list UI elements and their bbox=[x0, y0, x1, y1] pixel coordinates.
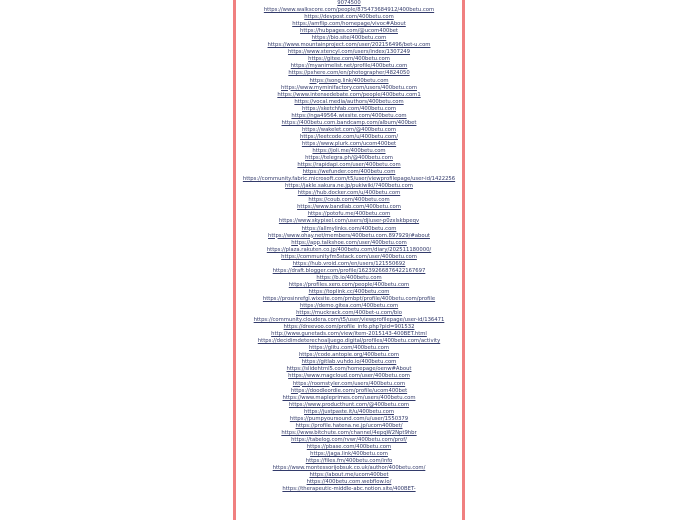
backlink-url[interactable]: https://tabelog.com/rvwr/400betu.com/prof/ bbox=[291, 436, 407, 443]
backlink-url[interactable]: https://glitu.com/400betu.com bbox=[308, 345, 390, 352]
backlink-url[interactable]: https://files.fm/400betu.com/info bbox=[305, 458, 393, 465]
backlink-url[interactable]: https://www.plurk.com/ucom400bet bbox=[301, 140, 397, 147]
backlink-url[interactable]: https://doodleordie.com/profile/ucom400bet bbox=[290, 387, 408, 394]
backlink-url[interactable]: https://www.mountainproject.com/user/202156496/bet-u.com bbox=[267, 42, 431, 49]
backlink-url[interactable]: https://pxhere.com/en/photographer/4824050 bbox=[288, 70, 410, 77]
backlink-url[interactable]: https://justpaste.it/u/400betu.com bbox=[304, 408, 394, 415]
backlink-url[interactable]: https://potofu.me/400betu.com bbox=[307, 211, 391, 218]
backlink-url[interactable]: https://slidehtml5.com/homepage/oenw#About bbox=[286, 366, 412, 373]
backlink-url[interactable]: https://www.ohay.net/members/400betu.com.897929/#about bbox=[268, 232, 430, 239]
link-list bbox=[236, 0, 462, 493]
backlink-url[interactable]: https://communityfm5stack.com/user/400betu.com bbox=[281, 253, 417, 260]
backlink-url[interactable]: https://draft.blogger.com/profile/16239266876422167697 bbox=[272, 267, 426, 274]
backlink-url[interactable]: https://bio.site/400betu.com bbox=[311, 35, 387, 42]
backlink-url[interactable]: http://www.gunetads.com/view/item-2015143-400BET.html bbox=[271, 331, 427, 338]
backlink-url[interactable]: https://400betu.com.webflow.io/ bbox=[306, 479, 392, 486]
backlink-url[interactable]: https://www.montessorijobsuk.co.uk/author/400betu.com/ bbox=[272, 465, 426, 472]
backlink-url[interactable]: https://www.bandlab.com/400betu.com bbox=[297, 204, 401, 211]
backlink-url[interactable]: https://muckrack.com/400bet-u.com/bio bbox=[296, 310, 402, 317]
backlink-url[interactable]: https://gitlab.vuhdo.io/400betu.com bbox=[301, 359, 397, 366]
backlink-url[interactable]: https://allmylinks.com/400betu.com bbox=[301, 225, 397, 232]
backlink-url[interactable]: https://prosinrefgi.wixsite.com/pmbpt/profile/400betu.com/profile bbox=[262, 295, 436, 302]
backlink-url[interactable]: https://gitee.com/400betu.com bbox=[308, 56, 390, 63]
backlink-url[interactable]: https://jaga.link/400betu.com bbox=[310, 451, 388, 457]
backlink-url[interactable]: https://www.intensedebate.com/people/400betu.com1 bbox=[277, 91, 421, 98]
backlink-url[interactable]: https://jakle.sakura.ne.jp/pukiwiki/?400betu.com bbox=[285, 183, 413, 190]
backlink-url[interactable]: https://wakelet.com/@400betu.com bbox=[301, 126, 397, 133]
backlink-url[interactable]: https://code.antopie.org/400betu.com bbox=[298, 352, 400, 359]
backlink-url[interactable]: https://vocal.media/authors/400betu.com bbox=[294, 98, 404, 105]
backlink-url[interactable]: https://wefunder.com/400betu.com bbox=[302, 169, 396, 176]
backlink-url[interactable]: https://decidimdeterechoaljuego.digital/profiles/400betu.com/activity bbox=[257, 338, 441, 345]
backlink-url[interactable]: https://400betu.com.bandcamp.com/album/400bet bbox=[281, 119, 417, 126]
backlink-url[interactable]: 9074500 bbox=[337, 0, 361, 6]
backlink-url[interactable]: https://plaza.rakuten.co.jp/400betu.com/diary/202511180000/ bbox=[266, 246, 432, 253]
backlink-url[interactable]: https://community.fabric.microsoft.com/t5/user/viewprofilepage/user-id/1422256 bbox=[242, 176, 456, 183]
backlink-url[interactable]: https://sketchfab.com/400betu.com bbox=[302, 105, 396, 112]
backlink-url[interactable]: https://www.bitchute.com/channel/4epqW2Npt9hbr bbox=[281, 429, 417, 436]
backlink-url[interactable]: https://b.io/400betu.com bbox=[316, 274, 382, 281]
backlink-url[interactable]: https://dreevoo.com/profile_info.php?pid=901532 bbox=[283, 324, 415, 331]
backlink-url[interactable]: https://www.myminifactory.com/users/400betu.com bbox=[281, 84, 417, 91]
link-list-panel bbox=[233, 0, 465, 520]
backlink-url[interactable]: https://toplink.cc/400betu.com bbox=[308, 288, 390, 295]
backlink-url[interactable]: https://rapidapi.com/user/400betu.com bbox=[297, 162, 401, 169]
backlink-url[interactable]: https://telegra.ph/@400betu.com bbox=[305, 155, 393, 162]
backlink-url[interactable]: https://www.mapleprimes.com/users/400betu.com bbox=[282, 394, 416, 401]
backlink-url[interactable]: https://profiles.xero.com/people/400betu.com bbox=[288, 281, 410, 288]
backlink-url[interactable]: https://devpost.com/400betu.com bbox=[304, 14, 394, 21]
backlink-url[interactable]: https://www.magcloud.com/user/400betu.com bbox=[288, 373, 410, 380]
backlink-url[interactable]: https://community.cloudera.com/t5/user/viewprofilepage/user-id/136471 bbox=[253, 317, 445, 324]
backlink-url[interactable]: https://joli.me/400betu.com bbox=[312, 147, 386, 154]
backlink-url[interactable]: https://therapeutic-middle-abc.notion.site/400BET- bbox=[282, 486, 416, 493]
backlink-url[interactable]: https://coub.com/400betu.com bbox=[308, 197, 390, 204]
backlink-url[interactable]: https://app.talkshoe.com/user/400betu.com bbox=[291, 239, 407, 246]
backlink-url[interactable]: https://myanimelist.net/profile/400betu.com bbox=[290, 63, 408, 70]
backlink-url[interactable]: https://www.producthunt.com/@400betu.com bbox=[288, 401, 410, 408]
backlink-url[interactable]: https://hub.docker.com/u/400betu.com bbox=[297, 190, 401, 197]
backlink-url[interactable]: https://song.link/400betu.com bbox=[309, 77, 389, 84]
backlink-url[interactable]: https://hub.vroid.com/en/users/121550692 bbox=[292, 260, 406, 267]
backlink-url[interactable]: https://amflip.com/homepage/vivoc#About bbox=[292, 21, 406, 28]
backlink-url[interactable]: https://nga49564.wixsite.com/400betu.com bbox=[291, 112, 407, 119]
backlink-url[interactable]: https://profile.hatena.ne.jp/ucom400bet/ bbox=[295, 422, 403, 429]
backlink-url[interactable]: https://roomstyler.com/users/400betu.com bbox=[292, 380, 406, 387]
backlink-url[interactable]: https://leetcode.com/u/400betu.com/ bbox=[300, 133, 398, 140]
backlink-url[interactable]: https://pumpyoursound.com/u/user/1550379 bbox=[289, 415, 409, 422]
backlink-url[interactable]: https://www.skypixel.com/users/djiuser-p0zxlskbpeqv bbox=[278, 218, 420, 225]
backlink-url[interactable]: https://www.walkscore.com/people/875473684912/400betu.com bbox=[263, 7, 435, 14]
backlink-url[interactable]: https://hubpages.com/@ucom400bet bbox=[300, 28, 398, 35]
backlink-url[interactable]: https://www.stencyl.com/users/index/1307249 bbox=[287, 49, 411, 56]
backlink-url[interactable]: https://demo.gitea.com/400betu.com bbox=[299, 303, 399, 310]
backlink-url[interactable]: https://pbase.com/400betu.com bbox=[306, 443, 392, 450]
backlink-url[interactable]: https://about.me/ucom400bet bbox=[309, 472, 389, 479]
